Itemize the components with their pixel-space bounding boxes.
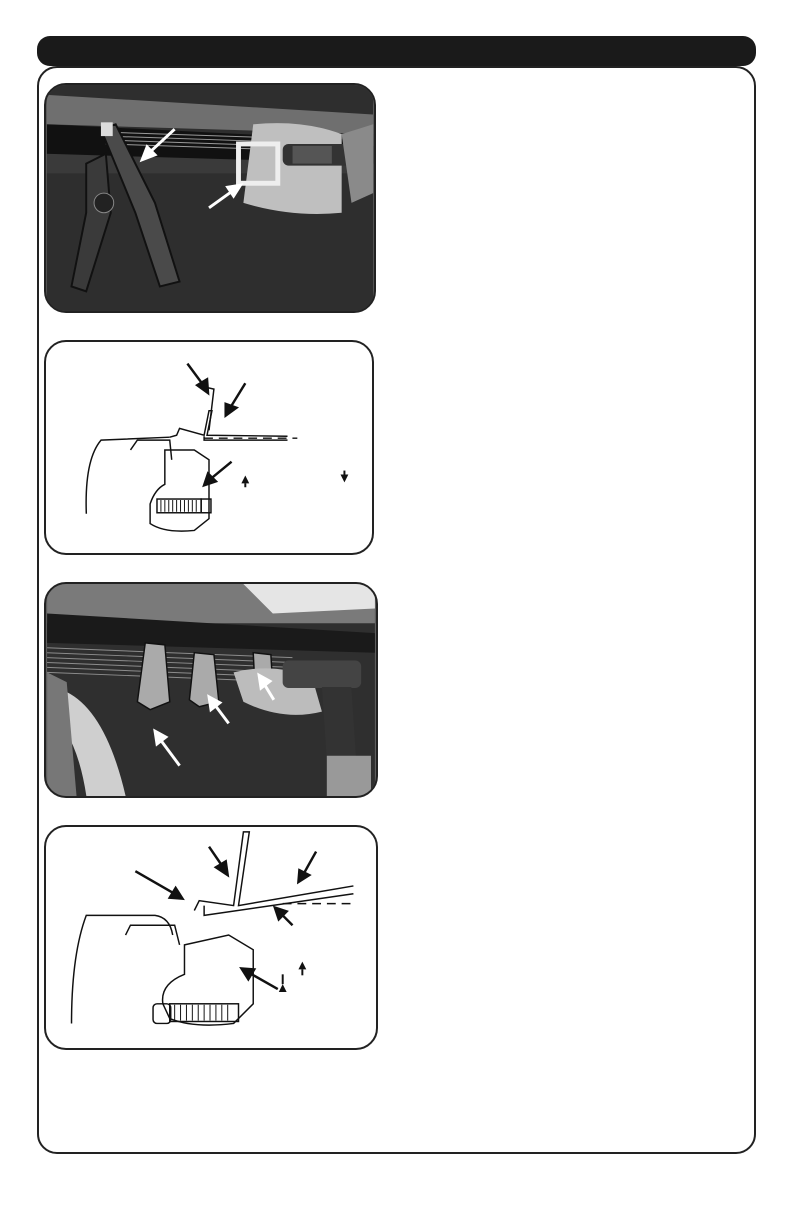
figure-1-photo <box>44 83 376 313</box>
figure-2-diagram <box>44 340 374 555</box>
section-header-bar <box>37 36 756 66</box>
figure-1-illustration <box>46 85 374 311</box>
figure-3-photo <box>44 582 378 798</box>
figure-4-illustration <box>46 827 376 1048</box>
figure-3-illustration <box>46 584 376 796</box>
figure-2-illustration <box>46 342 372 553</box>
figure-4-diagram <box>44 825 378 1050</box>
